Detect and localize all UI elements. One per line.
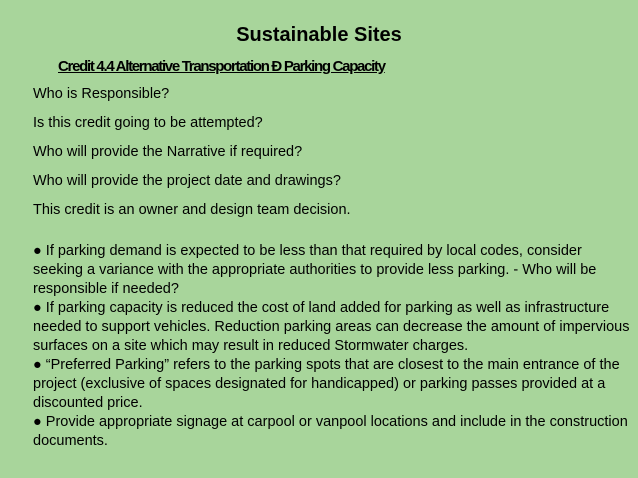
slide-title: Sustainable Sites — [236, 24, 402, 46]
bullet-item: ● If parking capacity is reduced the cost of land added for parking as well as infrastructure needed to support vehicles. Reduction parking areas can decrease the amount of impervious surfaces on a site which may result in reduced Stormwater charges. — [33, 300, 630, 354]
question-item: This credit is an owner and design team decision. — [33, 202, 351, 218]
question-item: Who will provide the Narrative if required? — [33, 144, 303, 160]
slide-subtitle: Credit 4.4 Alternative Transportation Ð Parking Capacity — [58, 58, 385, 75]
bullet-list — [33, 242, 633, 451]
question-item: Who will provide the project date and drawings? — [33, 173, 341, 189]
question-list — [33, 85, 633, 230]
bullet-item: ● “Preferred Parking” refers to the parking spots that are closest to the main entrance of the project (exclusive of spaces designated for handicapped) or parking passes provided at a discounted price. — [33, 357, 620, 411]
bullet-item: ● Provide appropriate signage at carpool or vanpool locations and include in the construction documents. — [33, 414, 628, 449]
question-item: Is this credit going to be attempted? — [33, 115, 263, 131]
bullet-item: ● If parking demand is expected to be less than that required by local codes, consider seeking a variance with the appropriate authorities to provide less parking. - Who will be responsible if needed? — [33, 243, 597, 297]
question-item: Who is Responsible? — [33, 86, 170, 102]
